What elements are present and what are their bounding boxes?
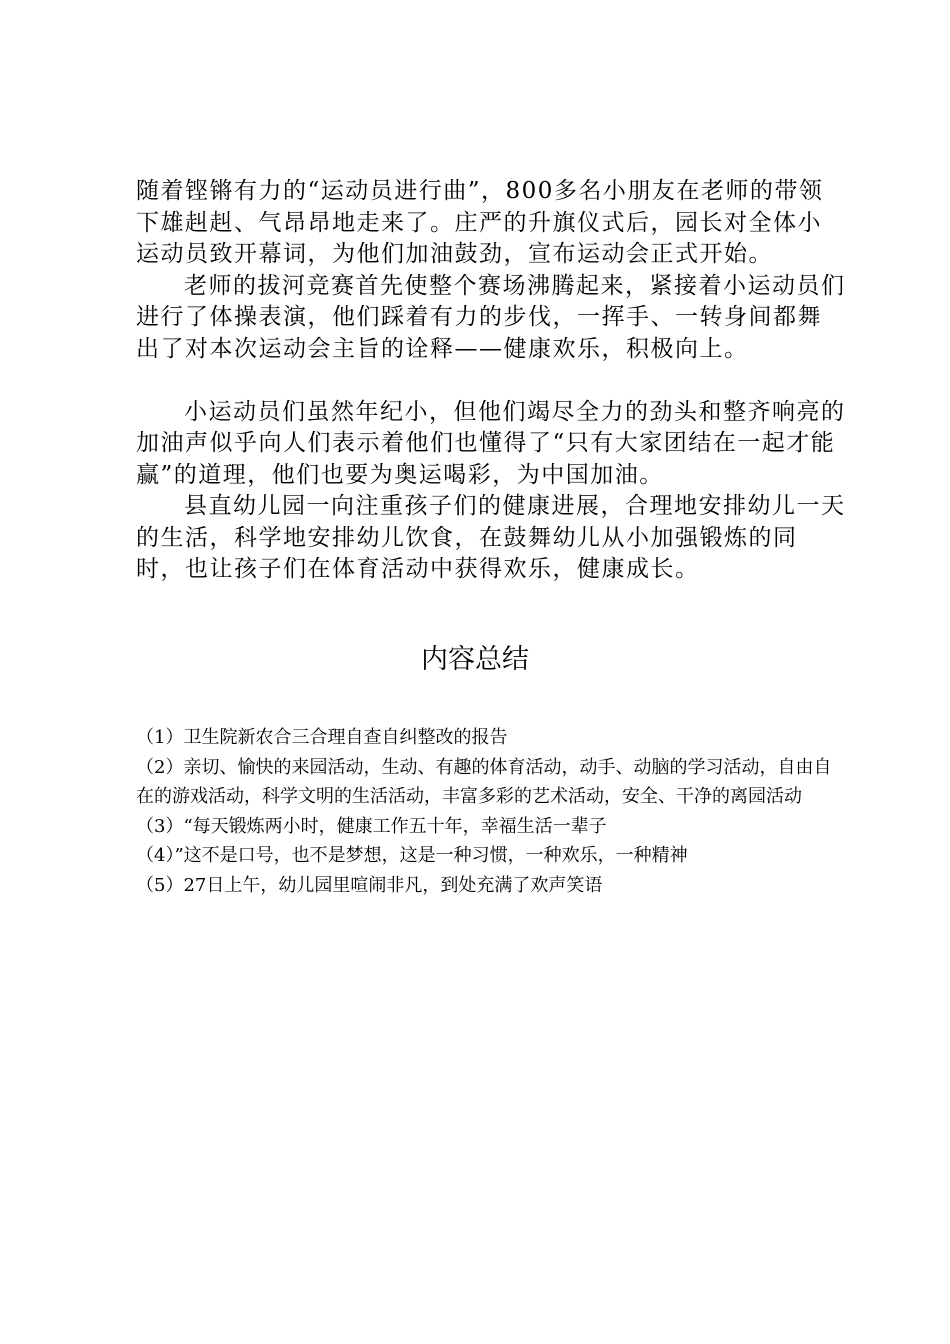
paragraph-3: 小运动员们虽然年纪小，但他们竭尽全力的劲头和整齐响亮的加油声似乎向人们表示着他们也懂得了“只有大家团结在一起才能赢”的道理，他们也要为奥运喝彩，为中国加油。 xyxy=(136,398,846,488)
summary-item-5: （5）27日上午，幼儿园里喧闹非凡，到处充满了欢声笑语 xyxy=(136,874,603,896)
summary-list xyxy=(136,723,836,900)
paragraph-1: 随着铿锵有力的“运动员进行曲”，800多名小朋友在老师的带领下雄赳赳、气昂昂地走来了。庄严的升旗仪式后，园长对全体小运动员致开幕词，为他们加油鼓劲，宣布运动会正式开始。 xyxy=(136,178,824,267)
summary-item-1: （1）卫生院新农合三合理自查自纠整改的报告 xyxy=(136,727,508,748)
paragraph-2: 老师的拔河竞赛首先使整个赛场沸腾起来，紧接着小运动员们进行了体操表演，他们踩着有力的步伐，一挥手、一转身间都舞出了对本次运动会主旨的诠释——健康欢乐，积极向上。 xyxy=(136,272,846,362)
paragraph-gap xyxy=(136,365,846,397)
paragraph-4: 县直幼儿园一向注重孩子们的健康进展，合理地安排幼儿一天的生活，科学地安排幼儿饮食，在鼓舞幼儿从小加强锻炼的同时，也让孩子们在体育活动中获得欢乐，健康成长。 xyxy=(136,493,846,582)
summary-item-3: （3）“每天锻炼两小时，健康工作五十年，幸福生活一辈子 xyxy=(136,815,607,837)
summary-item-4: （4）”这不是口号，也不是梦想，这是一种习惯，一种欢乐，一种精神 xyxy=(136,845,688,866)
summary-title: 内容总结 xyxy=(421,644,529,675)
article-body xyxy=(136,176,846,586)
summary-item-2: （2）亲切、愉快的来园活动，生动、有趣的体育活动，动手、动脑的学习活动，自由自在的游戏活动，科学文明的生活活动，丰富多彩的艺术活动，安全、干净的离园活动 xyxy=(136,756,832,807)
